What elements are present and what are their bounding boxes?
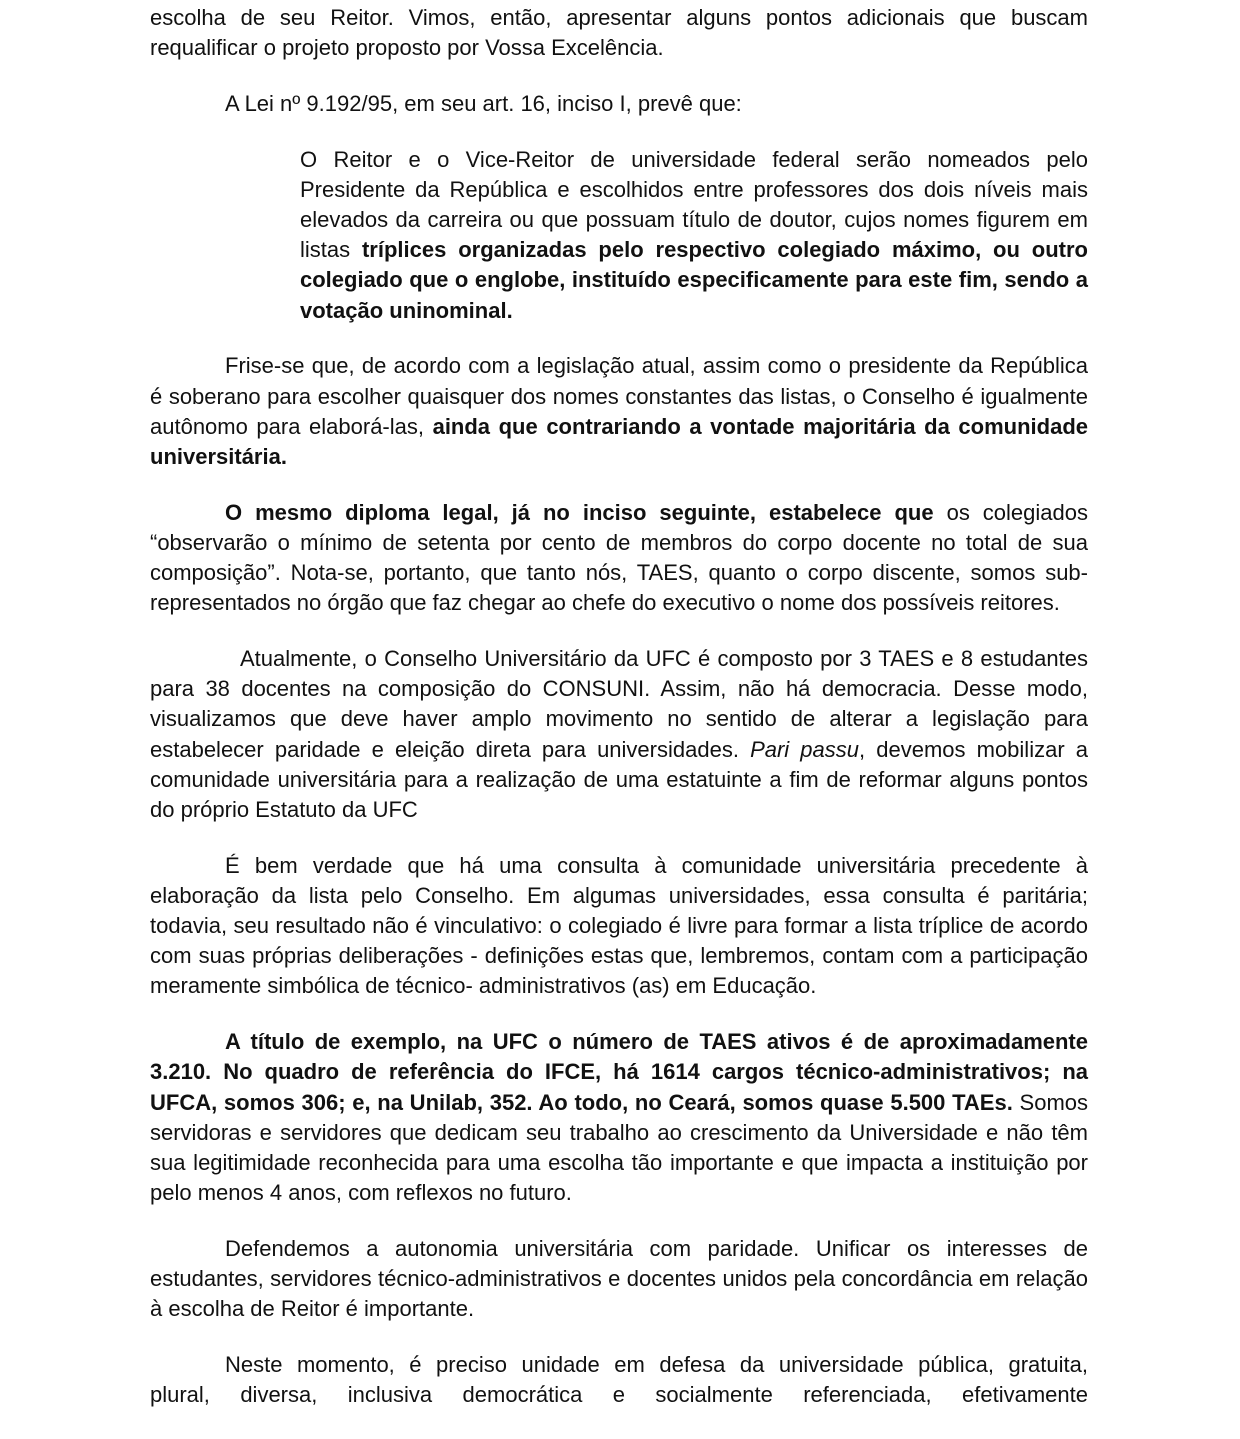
unidade-line1-text: Neste momento, é preciso unidade em defesa da universidade pública, gratuita, bbox=[225, 1352, 1088, 1378]
paragraph-autonomia bbox=[150, 1234, 1088, 1325]
unidade-line2-text: plural, diversa, inclusiva democrática e socialmente referenciada, efetivamente bbox=[150, 1382, 1088, 1408]
quote-normal-text: O Reitor e o Vice-Reitor de universidade federal serão nomeados pelo Presidente da República e escolhidos entre professores dos dois níveis mais elevados da carreira ou que possuam título de doutor, cujos nomes figurem em listas bbox=[300, 146, 1088, 263]
paragraph-unidade-line1 bbox=[150, 1350, 1088, 1380]
paragraph-unidade-line2 bbox=[150, 1380, 1088, 1410]
paragraph-intro bbox=[150, 3, 1088, 63]
diploma-normal-text: os colegiados “observarão o mínimo de setenta por cento de membros do corpo docente no total de sua composição”. Nota-se, portanto, que tanto nós, TAES, quanto o corpo discente, somos sub-representados no órgão que faz chegar ao chefe do executivo o nome dos possíveis reitores. bbox=[150, 499, 1088, 616]
exemplo-normal-text: Somos servidoras e servidores que dedicam seu trabalho ao crescimento da Universidade e não têm sua legitimidade reconhecida para uma escolha tão importante e que impacta a instituição por pelo menos 4 anos, com reflexos no futuro. bbox=[150, 1089, 1088, 1206]
paragraph-exemplo bbox=[150, 1027, 1088, 1208]
paragraph-frise bbox=[150, 351, 1088, 472]
quote-bold-text: tríplices organizadas pelo respectivo colegiado máximo, ou outro colegiado que o englobe, instituído especificamente para este fim, sendo a votação uninominal. bbox=[300, 237, 1088, 323]
consuni-normal-text: Atualmente, o Conselho Universitário da UFC é composto por 3 TAES e 8 estudantes para 38 docentes na composição do CONSUNI. Assim, não há democracia. Desse modo, visualizamos que deve haver amplo movimento no sentido de alterar a legislação para estabelecer paridade e eleição direta para universidades. bbox=[150, 645, 1088, 762]
law-quote bbox=[300, 145, 1088, 326]
paragraph-law-reference bbox=[150, 89, 1088, 119]
frise-normal-text: Frise-se que, de acordo com a legislação atual, assim como o presidente da República é soberano para escolher quaisquer dos nomes constantes das listas, o Conselho é igualmente autônomo para elaborá-las, bbox=[150, 353, 1088, 439]
paragraph-diploma bbox=[150, 498, 1088, 619]
consuni-tail-text: , devemos mobilizar a comunidade universitária para a realização de uma estatuinte a fim de reformar alguns pontos do próprio Estatuto da UFC bbox=[150, 736, 1088, 822]
exemplo-bold-text: A título de exemplo, na UFC o número de TAES ativos é de aproximadamente 3.210. No quadro de referência do IFCE, há 1614 cargos técnico-administrativos; na UFCA, somos 306; e, na Unilab, 352. Ao todo, no Ceará, somos quase 5.500 TAEs. bbox=[150, 1029, 1088, 1115]
document-body bbox=[150, 0, 1088, 1410]
intro-text: escolha de seu Reitor. Vimos, então, apresentar alguns pontos adicionais que buscam requalificar o projeto proposto por Vossa Excelência. bbox=[150, 5, 1088, 61]
consulta-text: É bem verdade que há uma consulta à comunidade universitária precedente à elaboração da lista pelo Conselho. Em algumas universidades, essa consulta é paritária; todavia, seu resultado não é vinculativo: o colegiado é livre para formar a lista tríplice de acordo com suas próprias deliberações - definições estas que, lembremos, contam com a participação meramente simbólica de técnico- administrativos (as) em Educação. bbox=[150, 852, 1088, 999]
diploma-bold-text: O mesmo diploma legal, já no inciso seguinte, estabelece que bbox=[225, 499, 934, 525]
consuni-italic-text: Pari passu bbox=[750, 736, 860, 762]
paragraph-consulta bbox=[150, 851, 1088, 1002]
law-reference-text: A Lei nº 9.192/95, em seu art. 16, inciso I, prevê que: bbox=[225, 90, 742, 116]
autonomia-text: Defendemos a autonomia universitária com paridade. Unificar os interesses de estudantes, servidores técnico-administrativos e docentes unidos pela concordância em relação à escolha de Reitor é importante. bbox=[150, 1235, 1088, 1322]
frise-bold-text: ainda que contrariando a vontade majoritária da comunidade universitária. bbox=[150, 413, 1088, 469]
paragraph-consuni bbox=[150, 644, 1088, 825]
